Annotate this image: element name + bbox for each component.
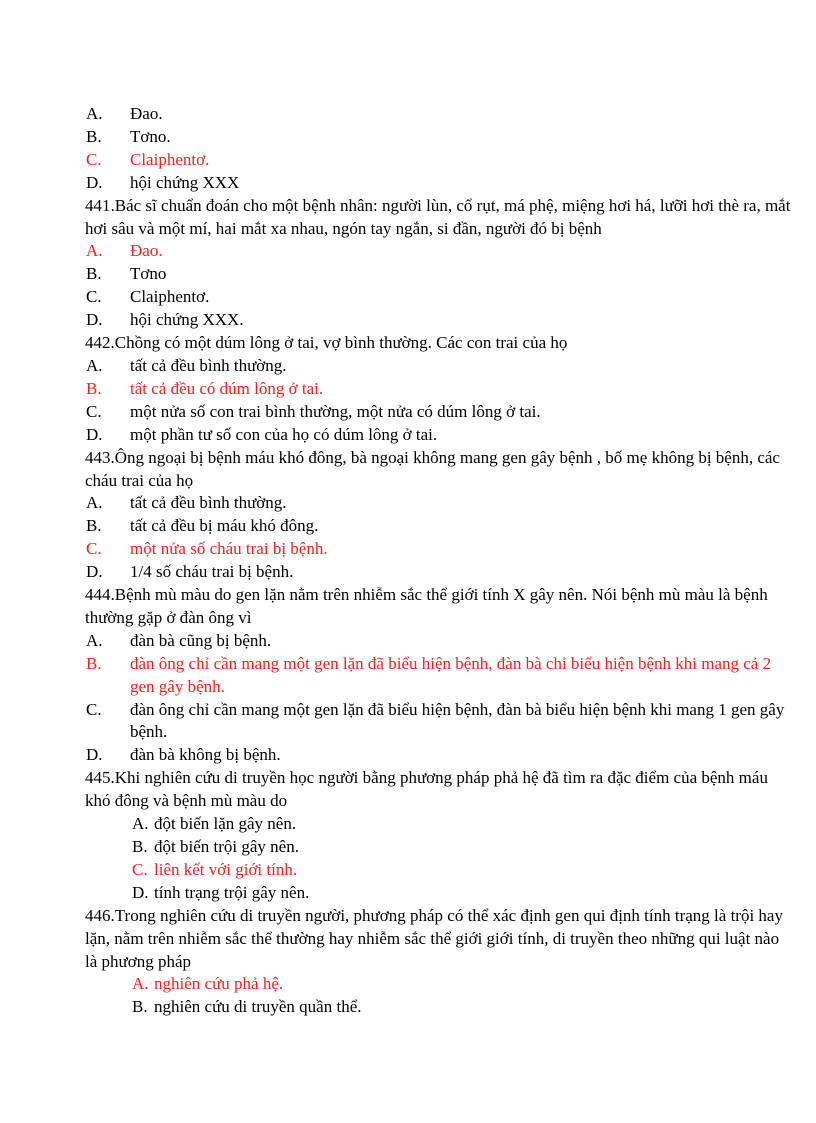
option-text: Tơno: [130, 264, 167, 284]
option-text: tất cả đều bị máu khó đông.: [130, 516, 319, 536]
option-letter: D.: [86, 424, 103, 444]
option-text: Tơno.: [130, 126, 171, 146]
option-letter: A.: [86, 104, 103, 123]
answer-option-correct: [86, 240, 795, 263]
answer-option: [86, 286, 795, 309]
question-block: [85, 905, 795, 1020]
question-block: [85, 332, 795, 447]
answer-option: [86, 126, 795, 149]
question-text: 445.Khi nghiên cứu di truyền học người bằng phương pháp phả hệ đã tìm ra đặc điểm của bệnh máu khó đông và bệnh mù màu do: [85, 768, 768, 811]
option-text: đột biến trội gây nên.: [154, 837, 299, 856]
answer-option: [86, 172, 795, 195]
option-letter: A.: [86, 241, 103, 261]
option-text: một nửa số con trai bình thường, một nửa có dúm lông ở tai.: [130, 401, 541, 421]
answer-option-correct: [132, 859, 795, 882]
answer-option: [86, 561, 795, 584]
option-letter: B.: [86, 378, 102, 398]
answer-option-correct: [86, 378, 795, 401]
option-text: liên kết với giới tính.: [154, 859, 298, 879]
answer-option: [86, 515, 795, 538]
option-text: tất cả đều bình thường.: [130, 493, 287, 513]
answer-option: [132, 836, 795, 859]
option-letter: B.: [86, 653, 102, 673]
question-text: 441.Bác sĩ chuẩn đoán cho một bệnh nhân: người lùn, cổ rụt, má phệ, miệng hơi há, lưỡi hơi thè ra, mắt hơi sâu và một mí, hai mắt xa nhau, ngón tay ngắn, si đần, người đó bị bệnh: [85, 195, 791, 238]
answer-option: [86, 699, 795, 745]
answer-option: [86, 630, 795, 653]
option-letter: D.: [86, 562, 103, 582]
option-text: một phần tư số con của họ có dúm lông ở tai.: [130, 424, 438, 444]
answer-option: [86, 401, 795, 424]
answer-option: [86, 103, 795, 126]
answer-option: [86, 744, 795, 767]
option-letter: A.: [86, 355, 103, 375]
question-text: 443.Ông ngoại bị bệnh máu khó đông, bà ngoại không mang gen gây bệnh , bố mẹ không bị bệnh, các cháu trai của họ: [85, 447, 780, 490]
option-letter: D.: [86, 310, 103, 330]
option-text: đàn ông chỉ cần mang một gen lặn đã biểu hiện bệnh, đàn bà biểu hiện bệnh khi mang 1 gen gây bệnh.: [130, 699, 785, 742]
option-text: tất cả đều bình thường.: [130, 355, 287, 375]
answer-option-correct: [86, 538, 795, 561]
question-block: [85, 103, 795, 195]
option-letter: C.: [86, 699, 102, 719]
option-text: Claiphentơ.: [130, 287, 210, 307]
question-block: [85, 447, 795, 584]
option-text: nghiên cứu phả hệ.: [154, 974, 284, 994]
option-text: hội chứng XXX.: [130, 310, 244, 330]
question-list: [85, 103, 795, 1019]
question-text: 446.Trong nghiên cứu di truyền người, phương pháp có thể xác định gen qui định tính trạng là trội hay lặn, nằm trên nhiễm sắc thể thường hay nhiễm sắc thể giới giới tính, di truyền theo những qui luật nào là phương pháp: [85, 905, 783, 971]
option-letter: B.: [132, 997, 148, 1017]
answer-option: [86, 309, 795, 332]
option-text: đàn bà không bị bệnh.: [130, 745, 281, 765]
option-text: tất cả đều có dúm lông ở tai.: [130, 378, 324, 398]
option-letter: D.: [132, 882, 149, 902]
answer-option: [132, 996, 795, 1019]
option-text: đàn bà cũng bị bệnh.: [130, 630, 272, 650]
option-text: 1/4 số cháu trai bị bệnh.: [130, 562, 294, 582]
option-text: đàn ông chỉ cần mang một gen lặn đã biểu hiện bệnh, đàn bà chỉ biểu hiện bệnh khi mang cả 2 gen gây bệnh.: [130, 653, 772, 696]
option-letter: A.: [86, 493, 103, 513]
option-letter: C.: [86, 539, 102, 559]
question-block: [85, 767, 795, 904]
option-letter: B.: [132, 837, 148, 856]
option-text: một nửa số cháu trai bị bệnh.: [130, 539, 328, 559]
option-text: nghiên cứu di truyền quần thể.: [154, 997, 362, 1017]
answer-option-correct: [132, 973, 795, 996]
answer-option: [86, 424, 795, 447]
answer-option: [86, 263, 795, 286]
question-text: 444.Bệnh mù màu do gen lặn nằm trên nhiễm sắc thể giới tính X gây nên. Nói bệnh mù màu là bệnh thường gặp ở đàn ông vì: [85, 585, 768, 627]
answer-option-correct: [86, 653, 795, 699]
question-block: [85, 195, 795, 332]
option-letter: B.: [86, 264, 102, 284]
option-letter: B.: [86, 126, 102, 146]
option-letter: A.: [86, 630, 103, 650]
option-letter: A.: [132, 814, 149, 834]
option-letter: C.: [132, 859, 148, 879]
option-text: hội chứng XXX: [130, 172, 240, 192]
option-text: Đao.: [130, 241, 163, 261]
option-text: đột biến lặn gây nên.: [154, 814, 297, 834]
option-text: Claiphentơ.: [130, 149, 210, 169]
answer-option: [86, 492, 795, 515]
answer-option-correct: [86, 149, 795, 172]
option-letter: A.: [132, 974, 149, 994]
answer-option: [132, 882, 795, 905]
option-letter: D.: [86, 745, 103, 765]
option-letter: B.: [86, 516, 102, 536]
option-letter: D.: [86, 172, 103, 192]
question-block: [85, 584, 795, 767]
option-text: tính trạng trội gây nên.: [154, 882, 310, 902]
answer-option: [86, 355, 795, 378]
option-letter: C.: [86, 287, 102, 307]
option-letter: C.: [86, 149, 102, 169]
option-text: Đao.: [130, 104, 163, 123]
answer-option: [132, 813, 795, 836]
question-text: 442.Chồng có một dúm lông ở tai, vợ bình thường. Các con trai của họ: [85, 333, 568, 353]
option-letter: C.: [86, 401, 102, 421]
